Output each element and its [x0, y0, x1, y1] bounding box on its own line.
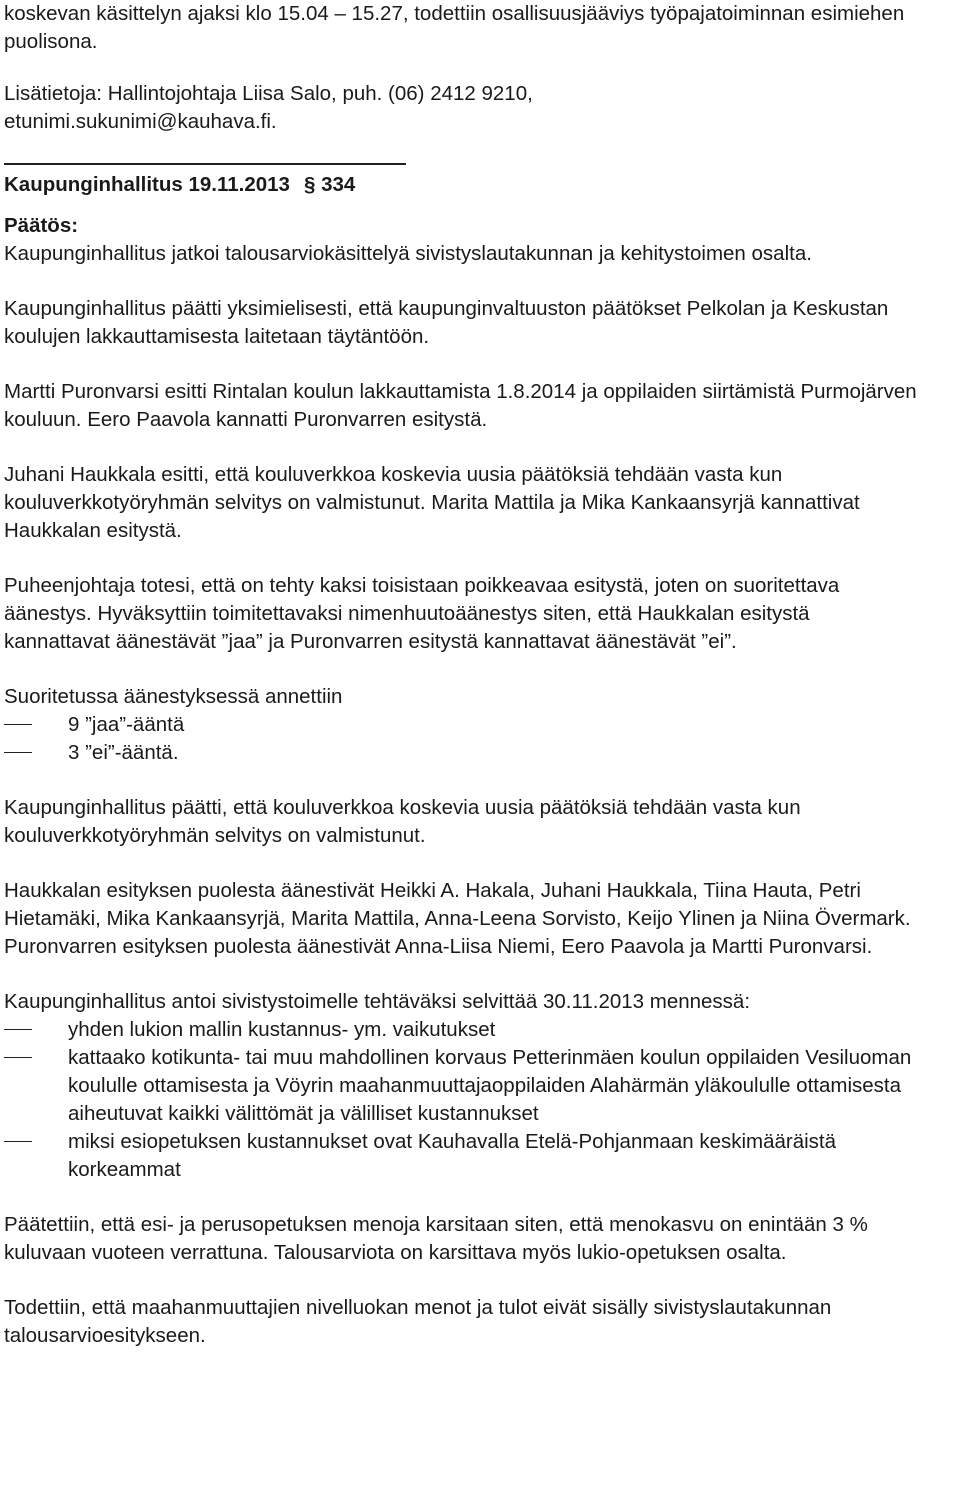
decision-paragraph-3: Martti Puronvarsi esitti Rintalan koulun lakkauttamista 1.8.2014 ja oppilaiden siirtämistä Purmojärven kouluun. Eero Paavola kannatti Puronvarren esitystä.: [4, 380, 917, 431]
decision-paragraph-2: Kaupunginhallitus päätti yksimielisesti, että kaupunginvaltuuston päätökset Pelkolan ja Keskustan koulujen lakkauttamisesta laitetaan täytäntöön.: [4, 297, 889, 348]
continuation-text: koskevan käsittelyn ajaksi klo 15.04 – 15.27, todettiin osallisuusjääviys työpajatoiminnan esimiehen puolisona.: [4, 2, 905, 53]
vote-no: 3 ”ei”-ääntä.: [68, 741, 179, 764]
list-item: [4, 1128, 948, 1184]
document-page: [4, 0, 952, 1350]
dash-bullet-icon: [4, 724, 32, 725]
decision-paragraph-4: Juhani Haukkala esitti, että kouluverkkoa koskevia uusia päätöksiä tehdään vasta kun kouluverkkotyöryhmän selvitys on valmistunut. Marita Mattila ja Mika Kankaansyrjä kannattivat Haukkalan esitystä.: [4, 463, 860, 542]
meeting-title: Kaupunginhallitus 19.11.2013: [4, 173, 290, 196]
vote-intro: Suoritetussa äänestyksessä annettiin: [4, 685, 343, 708]
section-number: § 334: [303, 173, 356, 196]
decision-paragraph-1: Kaupunginhallitus jatkoi talousarviokäsittelyä sivistyslautakunnan ja kehitystoimen osalta.: [4, 242, 812, 265]
decision-paragraph-5: Puheenjohtaja totesi, että on tehty kaksi toisistaan poikkeavaa esitystä, joten on suoritettava äänestys. Hyväksyttiin toimitettavaksi nimenhuutoäänestys siten, että Haukkalan esitystä kannattavat äänestävät ”jaa” ja Puronvarren esitystä kannattavat äänestävät ”ei”.: [4, 574, 840, 653]
dash-bullet-icon: [4, 752, 32, 753]
task-intro: Kaupunginhallitus antoi sivistystoimelle tehtäväksi selvittää 30.11.2013 mennessä:: [4, 990, 751, 1013]
task-3: miksi esiopetuksen kustannukset ovat Kauhavalla Etelä-Pohjanmaan keskimääräistä korkeammat: [68, 1130, 837, 1181]
decision-label: Päätös:: [4, 214, 79, 237]
dash-bullet-icon: [4, 1057, 32, 1058]
vote-list: [4, 711, 952, 767]
list-item: [4, 739, 952, 767]
decision-after-1: Kaupunginhallitus päätti, että kouluverkkoa koskevia uusia päätöksiä tehdään vasta kun kouluverkkotyöryhmän selvitys on valmistunut.: [4, 796, 801, 847]
decision-after-2: Haukkalan esityksen puolesta äänestivät Heikki A. Hakala, Juhani Haukkala, Tiina Hauta, Petri Hietamäki, Mika Kankaansyrjä, Marita Mattila, Anna-Leena Sorvisto, Keijo Ylinen ja Niina Övermark. Puronvarren esityksen puolesta äänestivät Anna-Liisa Niemi, Eero Paavola ja Martti Puronvarsi.: [4, 879, 911, 958]
closing-paragraph-2: Todettiin, että maahanmuuttajien nivelluokan menot ja tulot eivät sisälly sivistyslautakunnan talousarvioesitykseen.: [4, 1296, 832, 1347]
list-item: [4, 711, 952, 739]
list-item: [4, 1044, 952, 1128]
dash-bullet-icon: [4, 1141, 32, 1142]
info-paragraph: [4, 80, 724, 136]
task-list: [4, 1016, 952, 1184]
info-text: Lisätietoja: Hallintojohtaja Liisa Salo, puh. (06) 2412 9210, etunimi.sukunimi@kauhava.fi.: [4, 82, 533, 133]
vote-yes: 9 ”jaa”-ääntä: [68, 713, 185, 736]
closing-paragraph-1: Päätettiin, että esi- ja perusopetuksen menoja karsitaan siten, että menokasvu on enintään 3 % kuluvaan vuoteen verrattuna. Talousarviota on karsittava myös lukio-opetuksen osalta.: [4, 1213, 868, 1264]
dash-bullet-icon: [4, 1029, 32, 1030]
list-item: [4, 1016, 952, 1044]
continuation-paragraph: [4, 0, 934, 56]
task-2: kattaako kotikunta- tai muu mahdollinen korvaus Petterinmäen koulun oppilaiden Vesiluoman koululle ottamisesta ja Vöyrin maahanmuuttajaoppilaiden Alahärmän yläkoululle ottamisesta aiheutuvat kaikki välittömät ja välilliset kustannukset: [68, 1046, 912, 1125]
meeting-heading: [4, 171, 952, 199]
task-1: yhden lukion mallin kustannus- ym. vaikutukset: [68, 1018, 496, 1041]
heading-rule: [4, 163, 406, 165]
